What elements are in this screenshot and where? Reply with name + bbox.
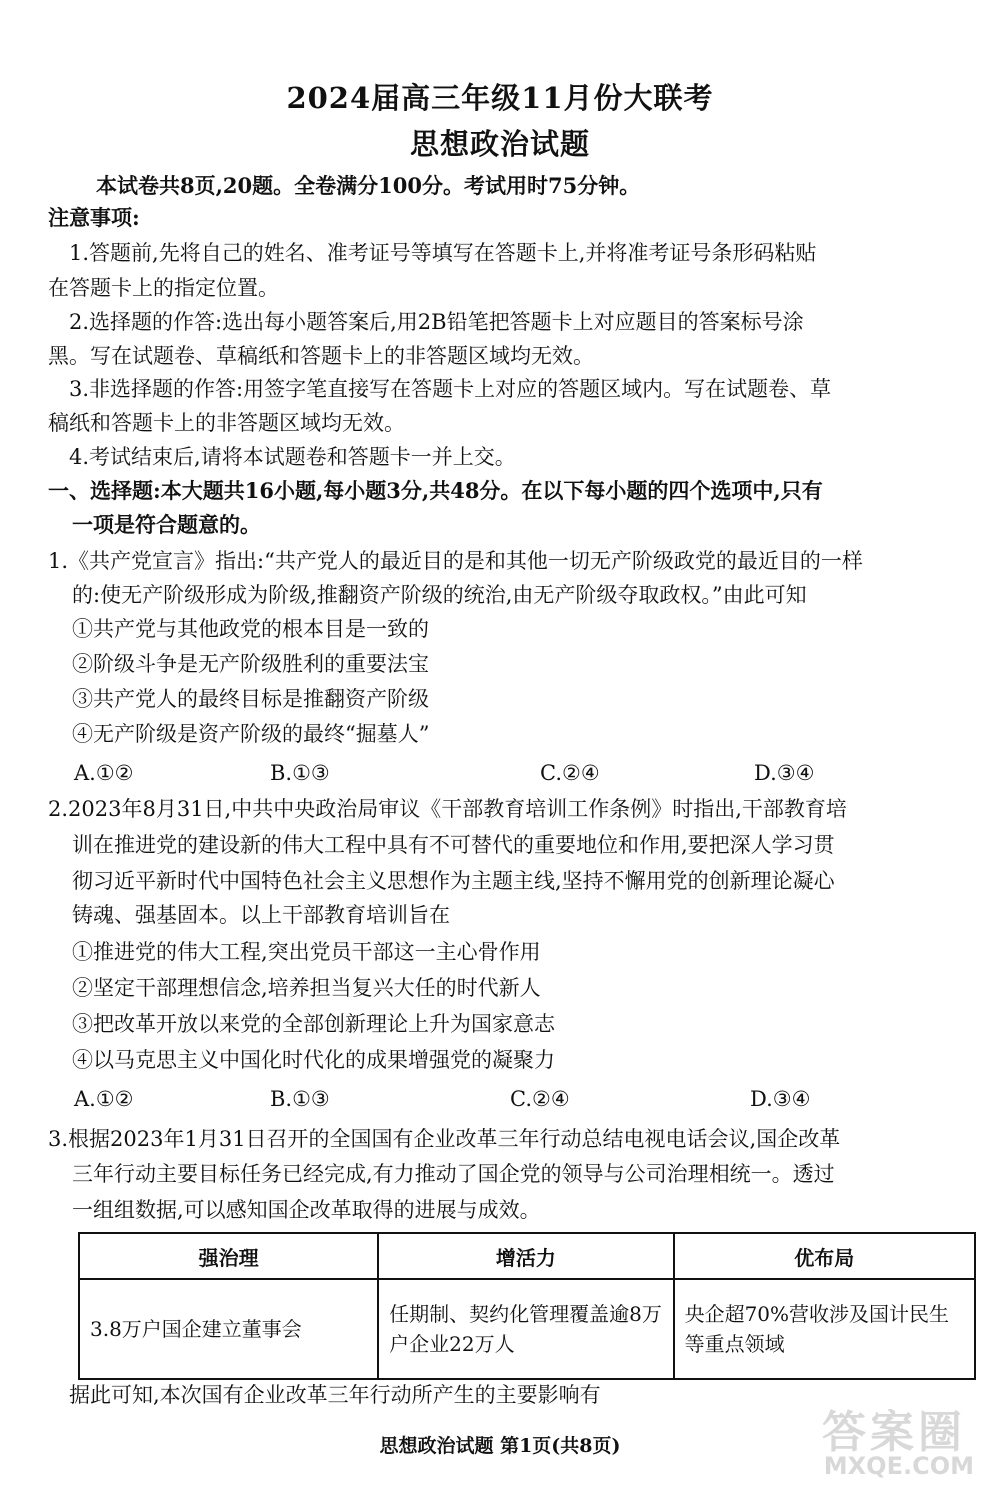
table-header-row — [79, 1233, 975, 1279]
exam-title: 2024届高三年级11月份大联考 — [286, 81, 714, 115]
notes-line: 黑。写在试题卷、草稿纸和答题卡上的非答题区域均无效。 — [48, 344, 594, 368]
exam-subtitle: 思想政治试题 — [409, 127, 590, 161]
q2-option-c: C.②④ — [510, 1087, 570, 1111]
q3-stem: 三年行动主要目标任务已经完成,有力推动了国企党的领导与公司治理相统一。透过 — [72, 1162, 835, 1186]
q1-option-a: A.①② — [74, 761, 134, 785]
q1-item: ④无产阶级是资产阶级的最终“掘墓人” — [72, 722, 430, 746]
notes-line: 4.考试结束后,请将本试题卷和答题卡一并上交。 — [48, 445, 516, 469]
page-footer: 思想政治试题 第1页(共8页) — [379, 1435, 621, 1457]
watermark-url: MXQE.COM — [823, 1452, 974, 1480]
q1-item: ②阶级斗争是无产阶级胜利的重要法宝 — [72, 652, 429, 676]
notes-line: 稿纸和答题卡上的非答题区域均无效。 — [48, 411, 405, 435]
notes-heading: 注意事项: — [48, 205, 140, 230]
notes-line: 2.选择题的作答:选出每小题答案后,用2B铅笔把答题卡上对应题目的答案标号涂 — [48, 310, 804, 334]
notes-line: 3.非选择题的作答:用签字笔直接写在答题卡上对应的答题区域内。写在试题卷、草 — [48, 377, 832, 401]
table-cell: 任期制、契约化管理覆盖逾8万户企业22万人 — [378, 1279, 673, 1379]
q2-stem: 铸魂、强基固本。以上干部教育培训旨在 — [72, 903, 450, 927]
notes-line: 在答题卡上的指定位置。 — [48, 276, 279, 300]
q1-stem: 的:使无产阶级形成为阶级,推翻资产阶级的统治,由无产阶级夺取政权。”由此可知 — [72, 583, 807, 607]
q2-item: ②坚定干部理想信念,培养担当复兴大任的时代新人 — [72, 976, 541, 1000]
exam-info: 本试卷共8页,20题。全卷满分100分。考试用时75分钟。 — [96, 173, 641, 198]
table-header: 强治理 — [79, 1233, 378, 1279]
q3-followup: 据此可知,本次国有企业改革三年行动所产生的主要影响有 — [48, 1383, 601, 1407]
q3-stem: 一组组数据,可以感知国企改革取得的进展与成效。 — [72, 1198, 541, 1222]
section-heading: 一、选择题:本大题共16小题,每小题3分,共48分。在以下每小题的四个选项中,只有 — [48, 478, 823, 503]
notes-line: 1.答题前,先将自己的姓名、准考证号等填写在答题卡上,并将准考证号条形码粘贴 — [48, 241, 817, 265]
table-row — [79, 1279, 975, 1379]
section-heading-cont: 一项是符合题意的。 — [72, 512, 261, 537]
q2-options — [72, 1084, 972, 1114]
table-header: 优布局 — [674, 1233, 975, 1279]
table-header: 增活力 — [378, 1233, 673, 1279]
q3-stem: 3.根据2023年1月31日召开的全国国有企业改革三年行动总结电视电话会议,国企改革 — [48, 1127, 841, 1151]
q1-item: ③共产党人的最终目标是推翻资产阶级 — [72, 687, 429, 711]
q3-table — [78, 1232, 976, 1380]
q2-item: ③把改革开放以来党的全部创新理论上升为国家意志 — [72, 1012, 555, 1036]
q1-options — [72, 758, 972, 788]
q1-option-d: D.③④ — [754, 761, 815, 785]
table-cell: 3.8万户国企建立董事会 — [79, 1279, 378, 1379]
q2-item: ④以马克思主义中国化时代化的成果增强党的凝聚力 — [72, 1048, 555, 1072]
q2-option-a: A.①② — [74, 1087, 134, 1111]
q2-item: ①推进党的伟大工程,突出党员干部这一主心骨作用 — [72, 940, 541, 964]
q2-option-d: D.③④ — [750, 1087, 811, 1111]
watermark-text: 答案圈 — [822, 1407, 966, 1458]
q1-option-c: C.②④ — [540, 761, 600, 785]
q2-stem: 彻习近平新时代中国特色社会主义思想作为主题主线,坚持不懈用党的创新理论凝心 — [72, 869, 835, 893]
q2-stem: 2.2023年8月31日,中共中央政治局审议《干部教育培训工作条例》时指出,干部教育培 — [48, 797, 847, 821]
q2-stem: 训在推进党的建设新的伟大工程中具有不可替代的重要地位和作用,要把深人学习贯 — [72, 833, 835, 857]
table-cell: 央企超70%营收涉及国计民生等重点领域 — [674, 1279, 975, 1379]
q1-item: ①共产党与其他政党的根本目是一致的 — [72, 617, 429, 641]
q1-stem: 1.《共产党宣言》指出:“共产党人的最近目的是和其他一切无产阶级政党的最近目的一样 — [48, 549, 863, 573]
q1-option-b: B.①③ — [270, 761, 330, 785]
q2-option-b: B.①③ — [270, 1087, 330, 1111]
